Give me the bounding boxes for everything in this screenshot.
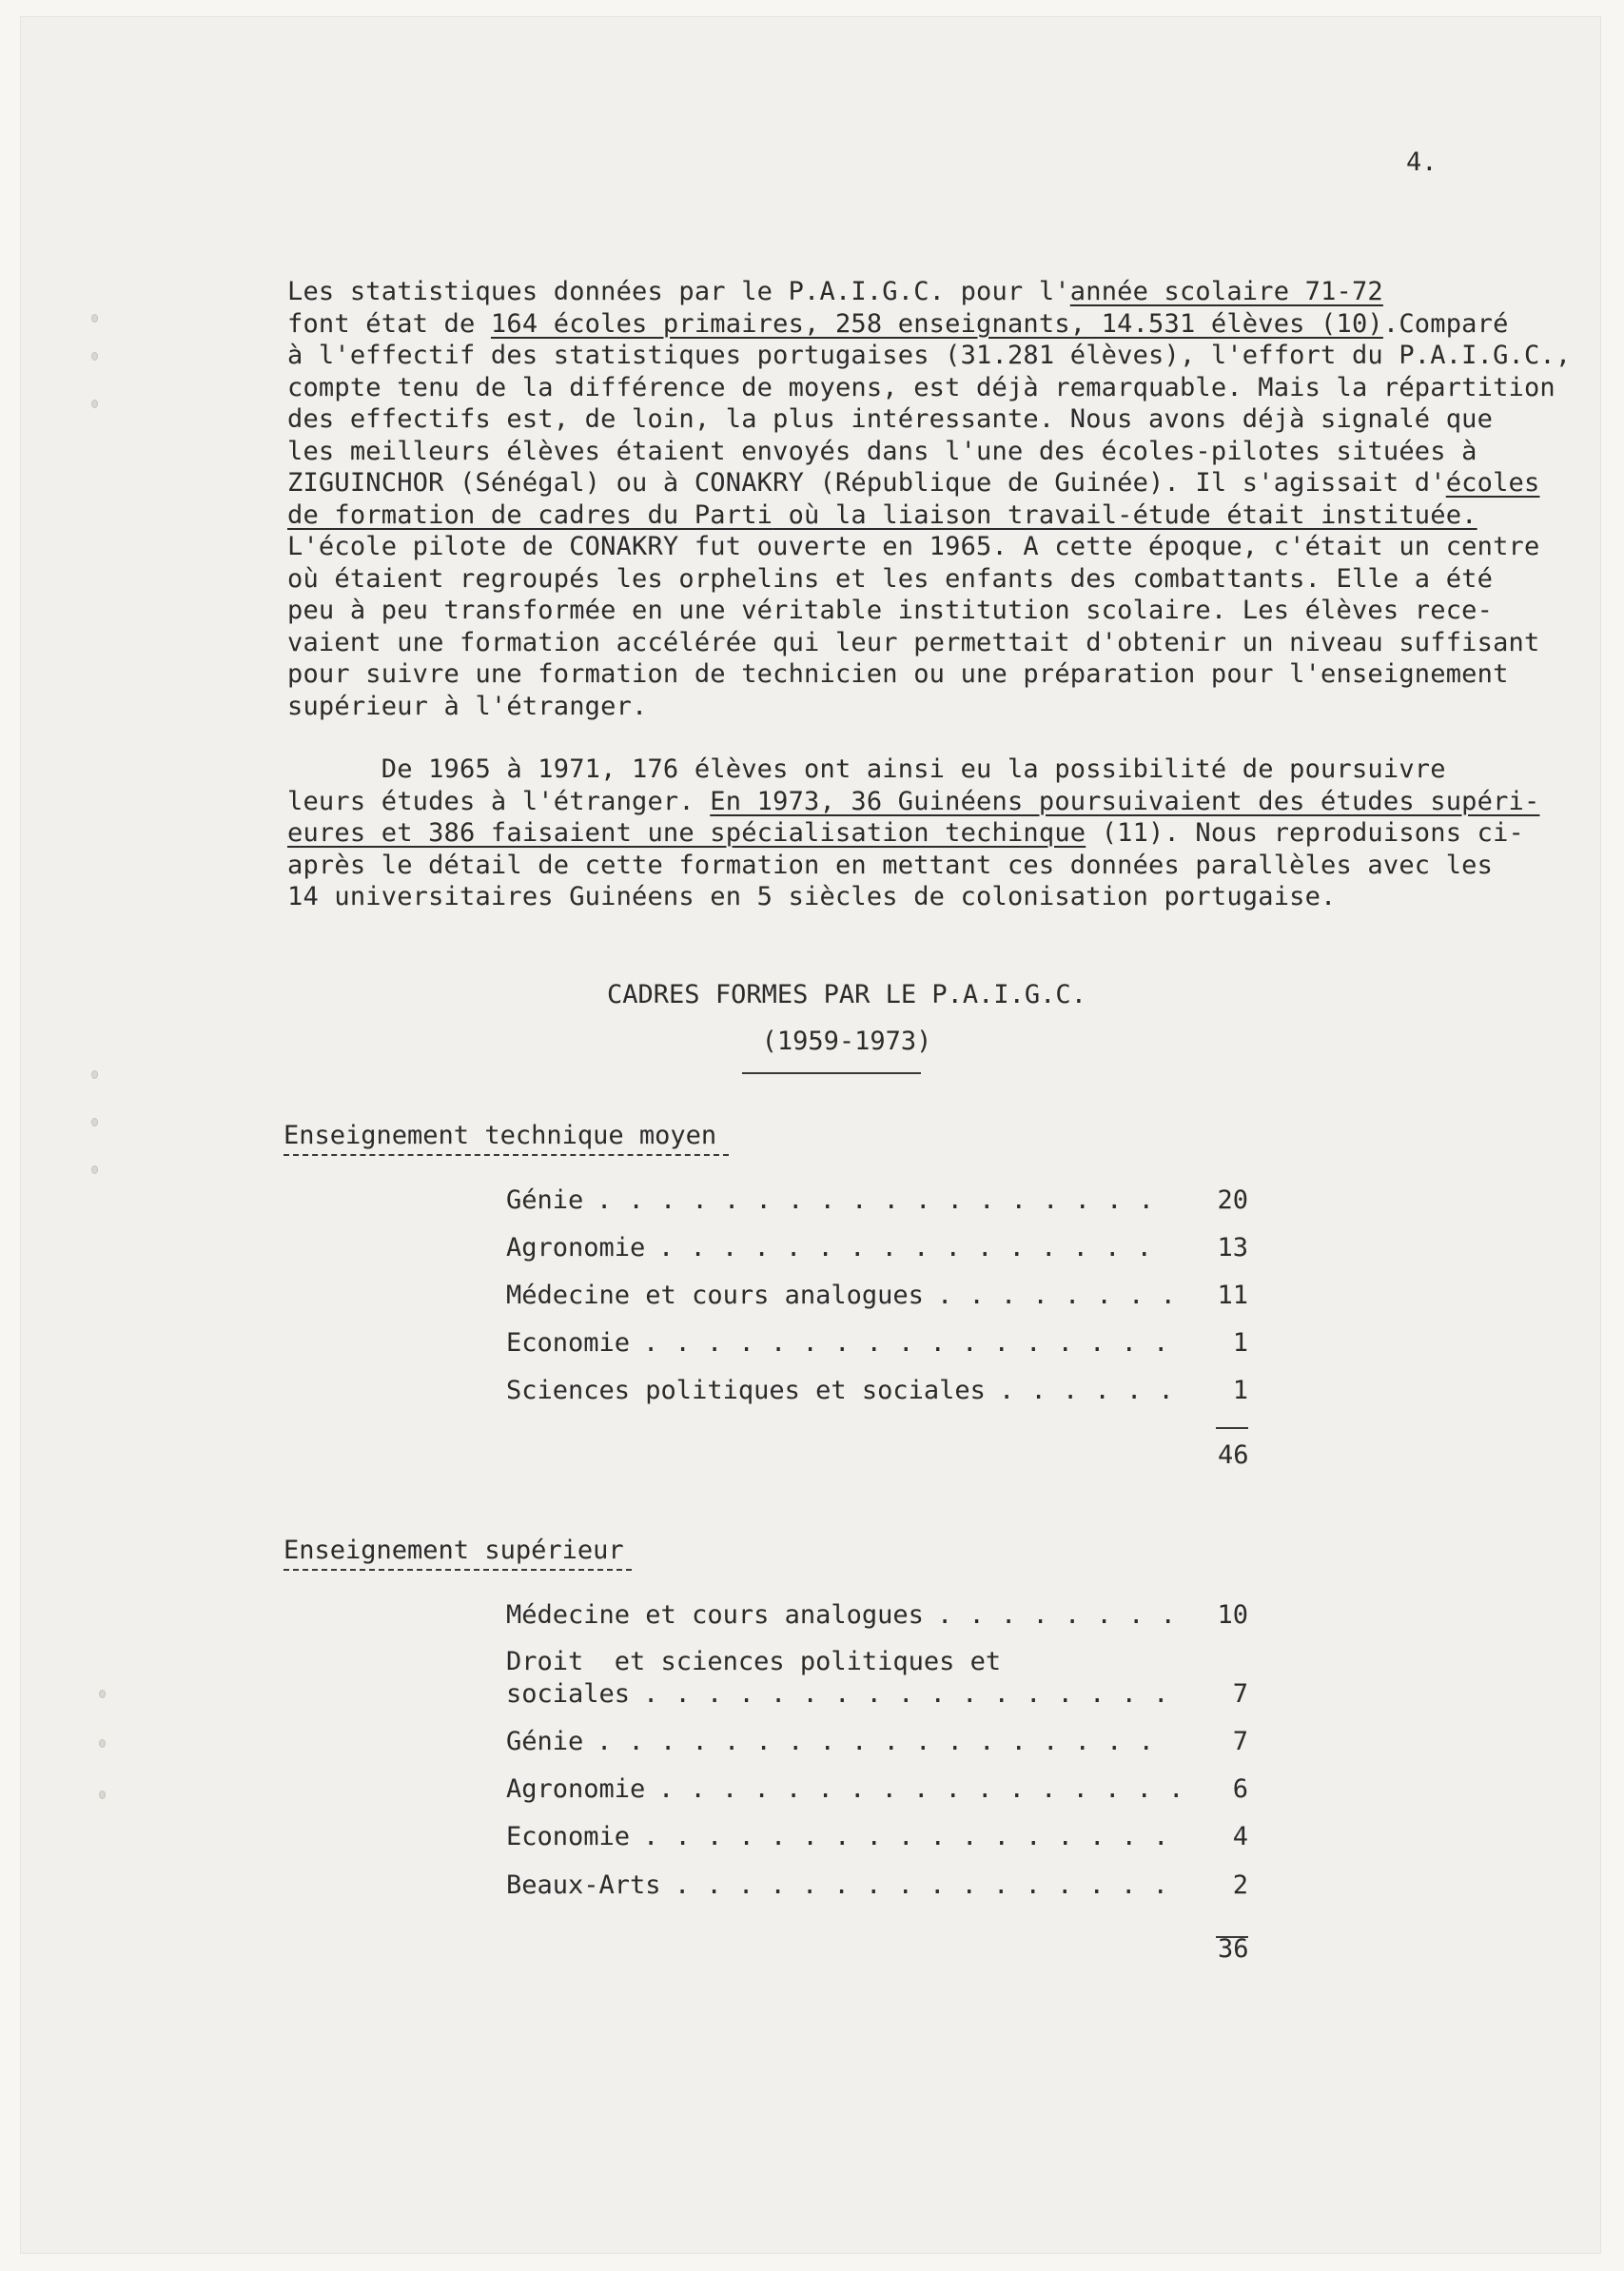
table-row bbox=[506, 1185, 1248, 1218]
text-line: Les statistiques données par le P.A.I.G.C. pour l'année scolaire 71-72 bbox=[287, 277, 1383, 306]
row-value: 7 bbox=[1232, 1679, 1248, 1709]
leader-dots: . . . . . . . . . . . . . . . . . . bbox=[597, 1185, 1155, 1215]
text-line: de formation de cadres du Parti où la liaison travail-étude était instituée. bbox=[287, 499, 1477, 530]
page-number: 4. bbox=[1406, 147, 1438, 177]
text-line: à l'effectif des statistiques portugaises (31.281 élèves), l'effort du P.A.I.G.C., bbox=[287, 341, 1572, 370]
text-line: 14 universitaires Guinéens en 5 siècles de colonisation portugaise. bbox=[287, 882, 1337, 911]
table-period: (1959-1973) bbox=[761, 1027, 932, 1056]
heading-underline bbox=[284, 1569, 632, 1571]
text-line: De 1965 à 1971, 176 élèves ont ainsi eu la possibilité de poursuivre bbox=[287, 754, 1446, 784]
row-label: Agronomie bbox=[506, 1233, 646, 1263]
row-label: sociales bbox=[506, 1679, 631, 1709]
row-label: Médecine et cours analogues bbox=[506, 1600, 924, 1630]
row-value: 10 bbox=[1217, 1600, 1248, 1630]
row-value: 1 bbox=[1232, 1328, 1248, 1358]
leader-dots: . . . . . . . . . . . . . . . . bbox=[658, 1233, 1153, 1263]
text-line: les meilleurs élèves étaient envoyés dans l'une des écoles-pilotes situées à bbox=[287, 436, 1477, 466]
row-value: 6 bbox=[1232, 1774, 1248, 1804]
leader-dots: . . . . . . bbox=[999, 1376, 1175, 1405]
text-line: peu à peu transformée en une véritable institution scolaire. Les élèves rece- bbox=[287, 596, 1494, 625]
leader-dots: . . . . . . . . . . . . . . . . bbox=[675, 1870, 1169, 1900]
text-line: vaient une formation accélérée qui leur permettait d'obtenir un niveau suffisant bbox=[287, 627, 1540, 657]
heading-underline bbox=[284, 1154, 729, 1156]
row-value: 20 bbox=[1217, 1185, 1248, 1215]
row-value: 4 bbox=[1232, 1822, 1248, 1851]
table-title: CADRES FORMES PAR LE P.A.I.G.C. bbox=[607, 980, 1086, 1009]
table-row bbox=[506, 1328, 1248, 1361]
table-row bbox=[506, 1600, 1248, 1633]
text-line: compte tenu de la différence de moyens, est déjà remarquable. Mais la répartition bbox=[287, 372, 1556, 402]
table-row bbox=[506, 1233, 1248, 1265]
text-line: font état de 164 écoles primaires, 258 enseignants, 14.531 élèves (10).Comparé bbox=[287, 308, 1509, 339]
text-line: L'école pilote de CONAKRY fut ouverte en 1965. A cette époque, c'était un centre bbox=[287, 532, 1540, 561]
table-row bbox=[506, 1727, 1248, 1759]
text-line: après le détail de cette formation en mettant ces données parallèles avec les bbox=[287, 850, 1494, 880]
table-row bbox=[506, 1822, 1248, 1854]
leader-dots: . . . . . . . . . . . . . . . . . bbox=[643, 1328, 1169, 1358]
total-superieur: 36 bbox=[1218, 1934, 1249, 1964]
paragraph-studies-abroad bbox=[287, 754, 1567, 913]
leader-dots: . . . . . . . . . . . . . . . . . bbox=[643, 1679, 1169, 1709]
text-line: où étaient regroupés les orphelins et les enfants des combattants. Elle a été bbox=[287, 563, 1494, 594]
text-line: des effectifs est, de loin, la plus intéressante. Nous avons déjà signalé que bbox=[287, 404, 1494, 434]
text-line: pour suivre une formation de technicien ou une préparation pour l'enseignement bbox=[287, 659, 1509, 689]
row-value: 13 bbox=[1217, 1233, 1248, 1263]
leader-dots: . . . . . . . . . . . . . . . . . . bbox=[597, 1727, 1155, 1756]
row-label: Beaux-Arts bbox=[506, 1870, 661, 1900]
text-line: eures et 386 faisaient une spécialisation techinque (11). Nous reproduisons ci- bbox=[287, 818, 1524, 848]
table-row bbox=[506, 1870, 1248, 1903]
table-row bbox=[506, 1647, 1248, 1679]
row-value: 11 bbox=[1217, 1281, 1248, 1310]
row-value: 1 bbox=[1232, 1376, 1248, 1405]
row-label: Génie bbox=[506, 1185, 584, 1215]
total-technique: 46 bbox=[1218, 1440, 1249, 1470]
title-rule bbox=[742, 1072, 921, 1074]
sum-rule bbox=[1216, 1427, 1248, 1429]
section-heading-superieur: Enseignement supérieur bbox=[284, 1536, 624, 1565]
row-value: 7 bbox=[1232, 1727, 1248, 1756]
table-row bbox=[506, 1281, 1248, 1313]
row-label: Economie bbox=[506, 1822, 631, 1851]
leader-dots: . . . . . . . . . . . . . . . . . bbox=[658, 1774, 1184, 1804]
row-label: Médecine et cours analogues bbox=[506, 1281, 924, 1310]
table-row bbox=[506, 1679, 1248, 1712]
section-heading-technique: Enseignement technique moyen bbox=[284, 1121, 717, 1150]
paragraph-statistics bbox=[287, 276, 1572, 722]
row-label: Droit et sciences politiques et bbox=[506, 1647, 1002, 1676]
row-label: Economie bbox=[506, 1328, 631, 1358]
text-line: supérieur à l'étranger. bbox=[287, 691, 648, 721]
row-label: Génie bbox=[506, 1727, 584, 1756]
leader-dots: . . . . . . . . . . . . . . . . . bbox=[643, 1822, 1169, 1851]
row-label: Agronomie bbox=[506, 1774, 646, 1804]
leader-dots: . . . . . . . . bbox=[937, 1600, 1177, 1630]
row-value: 2 bbox=[1232, 1870, 1248, 1900]
table-row bbox=[506, 1774, 1248, 1807]
row-label: Sciences politiques et sociales bbox=[506, 1376, 986, 1405]
text-line: leurs études à l'étranger. En 1973, 36 Guinéens poursuivaient des études supéri- bbox=[287, 786, 1540, 816]
table-row bbox=[506, 1376, 1248, 1408]
text-line: ZIGUINCHOR (Sénégal) ou à CONAKRY (République de Guinée). Il s'agissait d'écoles bbox=[287, 468, 1540, 498]
leader-dots: . . . . . . . . bbox=[937, 1281, 1177, 1310]
